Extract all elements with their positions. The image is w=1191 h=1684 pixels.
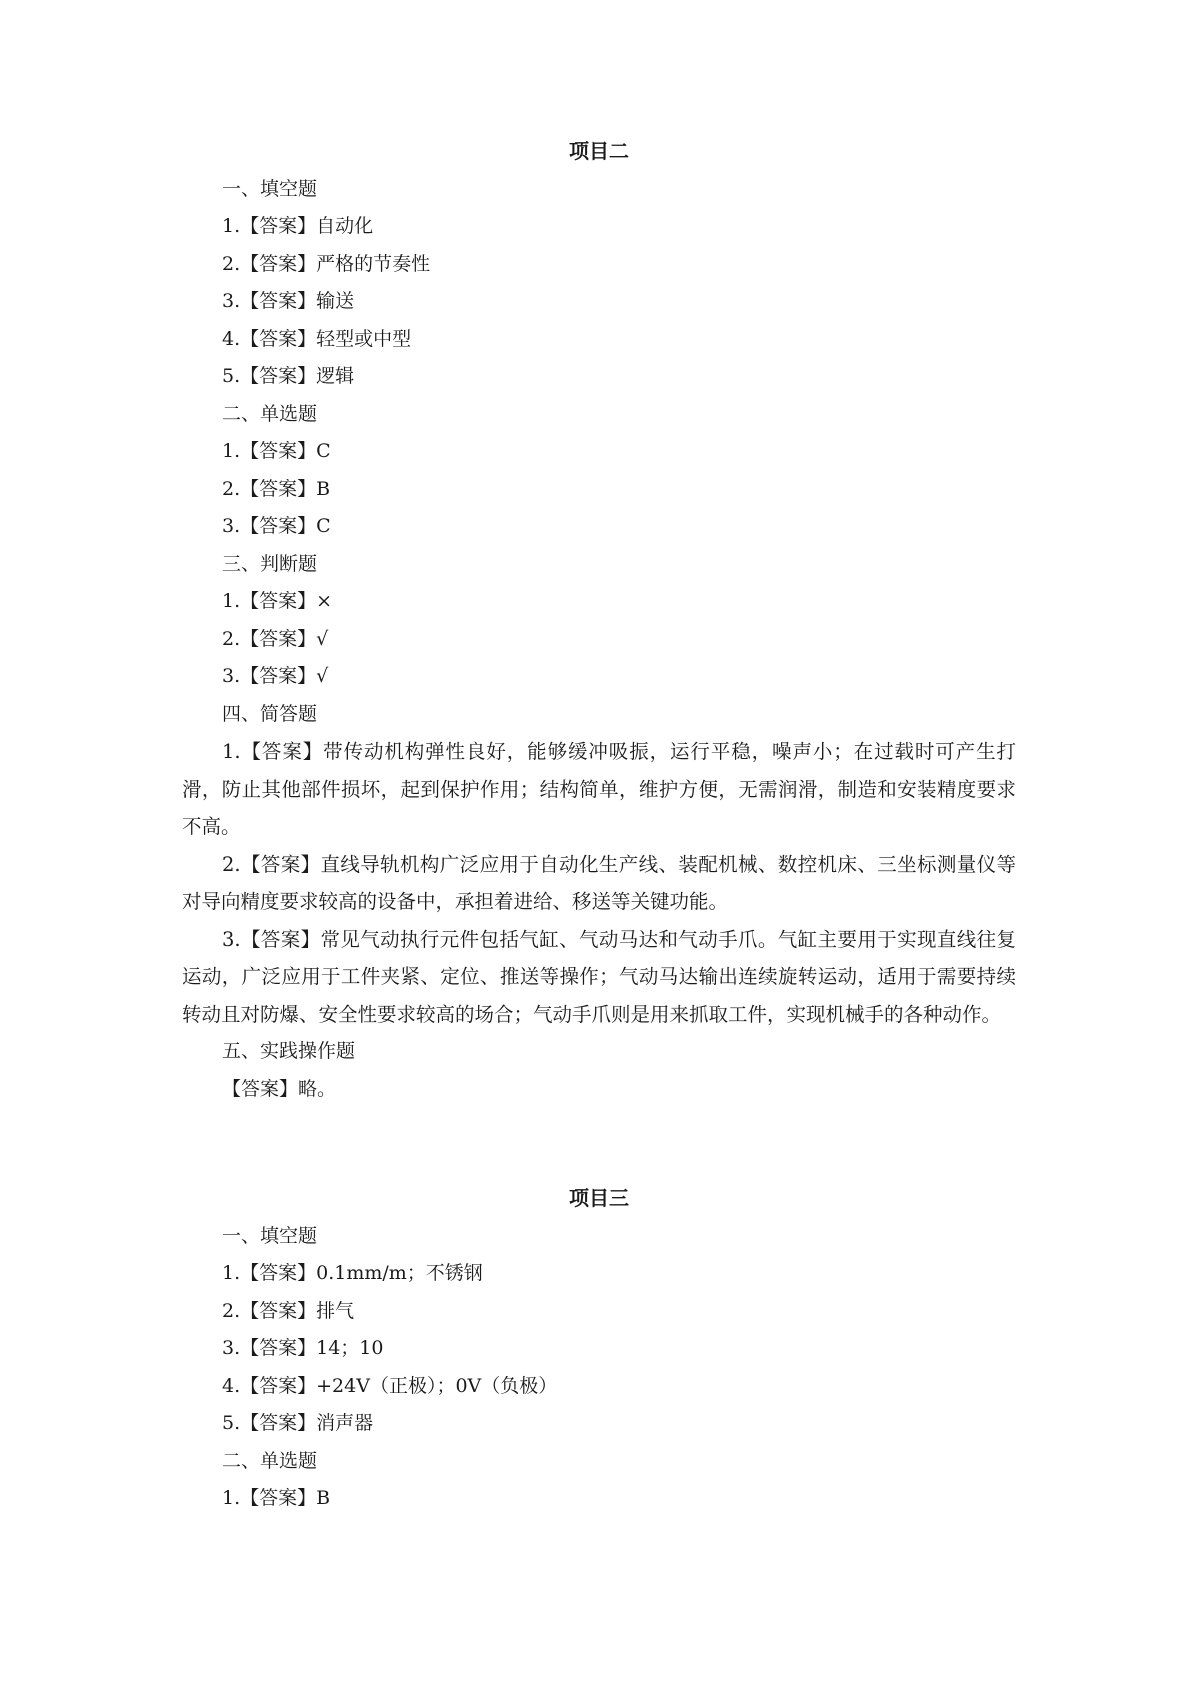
- answer-paragraph: 1.【答案】带传动机构弹性良好，能够缓冲吸振，运行平稳，噪声小；在过载时可产生打滑，防止其他部件损坏，起到保护作用；结构简单，维护方便，无需润滑，制造和安装精度要求不高。: [182, 740, 1016, 838]
- answer-item: 1.【答案】0.1mm/m；不锈钢: [222, 1262, 483, 1284]
- section-heading: 二、单选题: [222, 402, 318, 425]
- answer-item: 2.【答案】B: [222, 477, 331, 500]
- project-title: 项目二: [569, 139, 629, 163]
- answer-item: 5.【答案】逻辑: [222, 365, 355, 387]
- answer-item: 1.【答案】B: [222, 1487, 331, 1509]
- answer-item: 5.【答案】消声器: [222, 1412, 374, 1434]
- answer-item: 3.【答案】14；10: [222, 1337, 384, 1359]
- answer-item: 2.【答案】严格的节奏性: [222, 252, 431, 275]
- answer-item: 2.【答案】√: [222, 627, 329, 650]
- section-heading: 一、填空题: [222, 1224, 318, 1247]
- project-2: [182, 133, 1016, 1108]
- section-heading: 一、填空题: [222, 177, 318, 200]
- answer-item: 3.【答案】√: [222, 665, 329, 687]
- answer-item: 1.【答案】C: [222, 440, 331, 462]
- answer-paragraph: 2.【答案】直线导轨机构广泛应用于自动化生产线、装配机械、数控机床、三坐标测量仪等对导向精度要求较高的设备中，承担着进给、移送等关键功能。: [182, 852, 1016, 913]
- answer-paragraph: 3.【答案】常见气动执行元件包括气缸、气动马达和气动手爪。气缸主要用于实现直线往复运动，广泛应用于工件夹紧、定位、推送等操作；气动马达输出连续旋转运动，适用于需要持续转动且对防爆、安全性要求较高的场合；气动手爪则是用来抓取工件，实现机械手的各种动作。: [182, 927, 1016, 1026]
- answer-item: 3.【答案】C: [222, 515, 331, 537]
- answer-item: 4.【答案】+24V（正极）；0V（负极）: [222, 1374, 558, 1397]
- section-heading: 五、实践操作题: [222, 1040, 356, 1062]
- answer-item: 4.【答案】轻型或中型: [222, 327, 412, 350]
- section-heading: 三、判断题: [222, 552, 318, 575]
- answer-item: 1.【答案】自动化: [222, 215, 374, 237]
- answer-item: 2.【答案】排气: [222, 1299, 355, 1322]
- project-3: [182, 1180, 1016, 1518]
- answer-item: 1.【答案】×: [222, 590, 333, 612]
- section-heading: 四、简答题: [222, 702, 318, 725]
- section-heading: 二、单选题: [222, 1449, 318, 1472]
- project-title: 项目三: [569, 1186, 629, 1210]
- answer-item: 3.【答案】输送: [222, 290, 355, 312]
- answer-item: 【答案】略。: [222, 1077, 337, 1100]
